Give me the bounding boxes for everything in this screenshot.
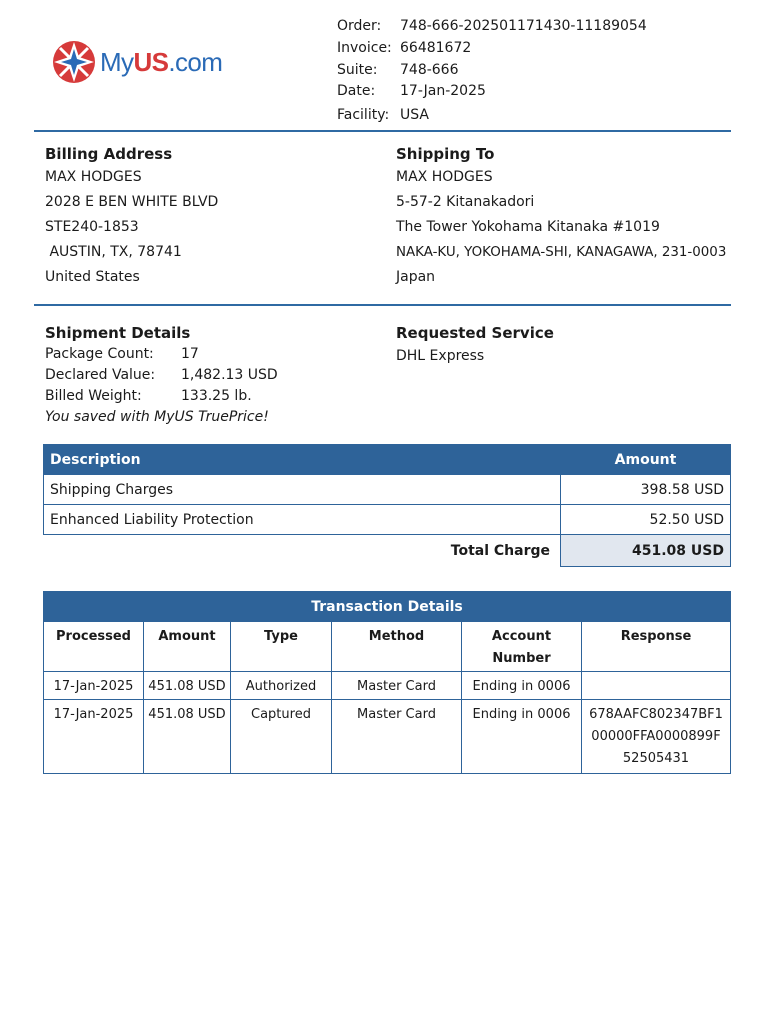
processed-header: Processed bbox=[44, 622, 144, 672]
shipment-row-billed-weight bbox=[45, 386, 278, 407]
txn-type: Authorized bbox=[231, 672, 332, 700]
shipment-details bbox=[45, 322, 278, 428]
meta-order bbox=[337, 15, 647, 37]
txn-method: Master Card bbox=[332, 672, 462, 700]
meta-value: 748-666 bbox=[400, 62, 459, 78]
billing-address-title: Billing Address bbox=[45, 145, 173, 163]
billing-address bbox=[45, 143, 218, 290]
meta-label: Suite: bbox=[337, 62, 378, 78]
shipment-label: Package Count: bbox=[45, 346, 154, 362]
shipment-label: Billed Weight: bbox=[45, 388, 142, 404]
shipping-line: NAKA-KU, YOKOHAMA-SHI, KANAGAWA, 231-0003 bbox=[396, 245, 727, 260]
amount-header: Amount bbox=[561, 445, 731, 475]
billing-line: 2028 E BEN WHITE BLVD bbox=[45, 194, 219, 210]
meta-invoice bbox=[337, 37, 647, 59]
shipment-value: 133.25 lb. bbox=[181, 388, 252, 404]
logo-wordmark bbox=[100, 49, 222, 75]
txn-response bbox=[582, 672, 731, 700]
amount-header: Amount bbox=[144, 622, 231, 672]
shipping-line: MAX HODGES bbox=[396, 169, 493, 185]
charge-row bbox=[44, 505, 731, 535]
requested-service-title: Requested Service bbox=[396, 324, 554, 342]
header-divider bbox=[34, 130, 731, 132]
total-charge-label: Total Charge bbox=[450, 542, 550, 559]
txn-account: Ending in 0006 bbox=[462, 700, 582, 774]
transaction-row bbox=[44, 700, 731, 774]
type-header: Type bbox=[231, 622, 332, 672]
charge-description: Shipping Charges bbox=[44, 475, 561, 505]
account-number-header: Account Number bbox=[462, 622, 582, 672]
shipment-value: 17 bbox=[181, 346, 199, 362]
meta-value: USA bbox=[400, 107, 429, 123]
shipping-address-title: Shipping To bbox=[396, 145, 495, 163]
shipping-line: The Tower Yokohama Kitanaka #1019 bbox=[396, 219, 660, 235]
logo-text-com: .com bbox=[168, 47, 223, 77]
shipment-row-package-count bbox=[45, 344, 278, 365]
response-header: Response bbox=[582, 622, 731, 672]
shipment-value: 1,482.13 USD bbox=[181, 367, 278, 383]
shipping-line: Japan bbox=[396, 269, 436, 285]
txn-amount: 451.08 USD bbox=[144, 700, 231, 774]
meta-suite bbox=[337, 59, 647, 81]
meta-facility bbox=[337, 101, 647, 129]
charge-row bbox=[44, 475, 731, 505]
billing-line: United States bbox=[45, 269, 140, 285]
txn-account: Ending in 0006 bbox=[462, 672, 582, 700]
charges-header-row bbox=[44, 445, 731, 475]
charge-amount: 52.50 USD bbox=[561, 505, 731, 535]
billing-line: MAX HODGES bbox=[45, 169, 142, 185]
logo-text-us: US bbox=[133, 47, 169, 77]
txn-method: Master Card bbox=[332, 700, 462, 774]
globe-logo-icon bbox=[52, 40, 96, 84]
method-header: Method bbox=[332, 622, 462, 672]
shipment-label: Declared Value: bbox=[45, 367, 156, 383]
billing-line: AUSTIN, TX, 78741 bbox=[45, 244, 182, 260]
meta-value: 66481672 bbox=[400, 40, 472, 56]
txn-processed: 17-Jan-2025 bbox=[44, 672, 144, 700]
charge-amount: 398.58 USD bbox=[561, 475, 731, 505]
meta-label: Date: bbox=[337, 83, 376, 99]
txn-response: 678AAFC802347BF100000FFA0000899F52505431 bbox=[582, 700, 731, 774]
requested-service bbox=[396, 322, 554, 368]
shipment-details-title: Shipment Details bbox=[45, 324, 191, 342]
txn-type: Captured bbox=[231, 700, 332, 774]
shipping-address bbox=[396, 143, 726, 290]
transaction-details-table bbox=[43, 591, 731, 774]
meta-label: Facility: bbox=[337, 107, 390, 123]
meta-label: Order: bbox=[337, 18, 382, 34]
charge-description: Enhanced Liability Protection bbox=[44, 505, 561, 535]
description-header: Description bbox=[44, 445, 561, 475]
meta-value: 17-Jan-2025 bbox=[400, 83, 486, 99]
address-divider bbox=[34, 304, 731, 306]
meta-label: Invoice: bbox=[337, 40, 392, 56]
shipment-row-declared-value bbox=[45, 365, 278, 386]
charges-table bbox=[43, 444, 731, 567]
meta-value: 748-666-202501171430-11189054 bbox=[400, 18, 647, 34]
order-meta bbox=[337, 15, 647, 129]
trueprice-savings-note: You saved with MyUS TruePrice! bbox=[45, 409, 269, 425]
transaction-caption-row bbox=[44, 592, 731, 622]
total-row bbox=[44, 535, 731, 567]
meta-date bbox=[337, 81, 647, 101]
total-charge-value: 451.08 USD bbox=[561, 535, 731, 567]
requested-service-value: DHL Express bbox=[396, 348, 485, 364]
myus-logo bbox=[52, 38, 222, 86]
shipping-line: 5-57-2 Kitanakadori bbox=[396, 194, 535, 210]
transaction-row bbox=[44, 672, 731, 700]
txn-processed: 17-Jan-2025 bbox=[44, 700, 144, 774]
txn-amount: 451.08 USD bbox=[144, 672, 231, 700]
transaction-details-title: Transaction Details bbox=[44, 592, 731, 622]
logo-text-my: My bbox=[100, 47, 134, 77]
billing-line: STE240-1853 bbox=[45, 219, 139, 235]
transaction-header-row bbox=[44, 622, 731, 672]
